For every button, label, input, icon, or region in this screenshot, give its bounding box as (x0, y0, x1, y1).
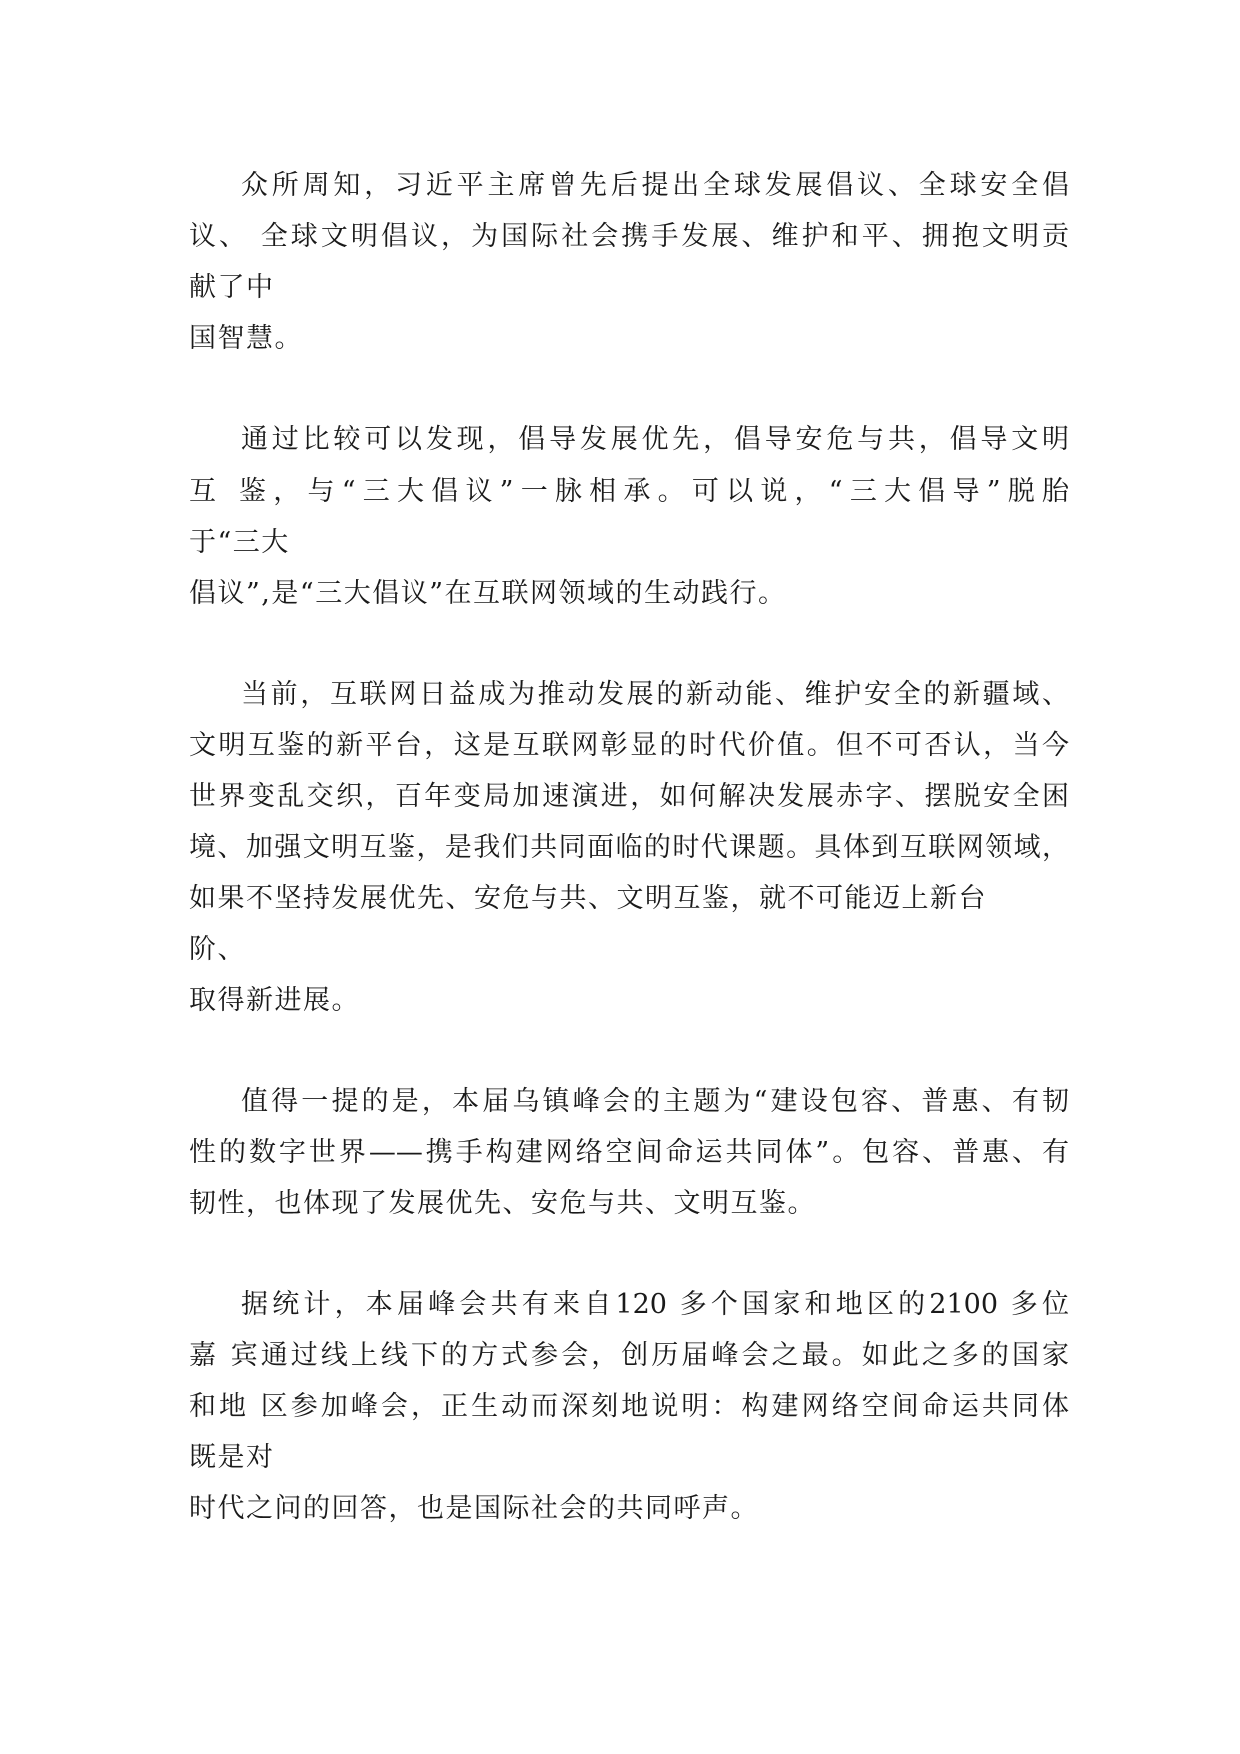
text-line: 世界变乱交织，百年变局加速演进，如何解决发展赤字、摆脱安全困 (189, 781, 1069, 812)
text-line: 通过比较可以发现，倡导发展优先，倡导安危与共，倡导文明 (241, 424, 1069, 455)
text-line: 取得新进展。 (189, 985, 360, 1016)
text-line: 值得一提的是，本届乌镇峰会的主题为“建设包容、普惠、有韧 (241, 1086, 1069, 1117)
text-line: 议、 全球文明倡议，为国际社会携手发展、维护和平、拥抱文明贡 (189, 221, 1069, 252)
text-line: 境、加强文明互鉴，是我们共同面临的时代课题。具体到互联网领域， (189, 832, 1069, 863)
text-line: 献了中 (189, 272, 275, 303)
text-line: 和地 区参加峰会，正生动而深刻地说明：构建网络空间命运共同体 (189, 1391, 1069, 1422)
text-line: 据统计，本届峰会共有来自120 多个国家和地区的2100 多位 (241, 1289, 1069, 1320)
text-line: 既是对 (189, 1442, 275, 1473)
text-line: 众所周知，习近平主席曾先后提出全球发展倡议、全球安全倡 (241, 170, 1069, 201)
text-line: 互 鉴，与“三大倡议”一脉相承。可以说，“三大倡导”脱胎 (189, 476, 1069, 507)
text-line: 如果不坚持发展优先、安危与共、文明互鉴，就不可能迈上新台 (189, 883, 987, 914)
text-line: 阶、 (189, 934, 246, 965)
text-line: 性的数字世界——携手构建网络空间命运共同体”。包容、普惠、有 (189, 1137, 1069, 1168)
text-line: 于“三大 (189, 527, 290, 558)
text-line: 倡议”,是“三大倡议”在互联网领域的生动践行。 (189, 578, 787, 609)
text-line: 文明互鉴的新平台，这是互联网彰显的时代价值。但不可否认，当今 (189, 730, 1069, 761)
text-line: 韧性，也体现了发展优先、安危与共、文明互鉴。 (189, 1188, 816, 1219)
text-line: 嘉 宾通过线上线下的方式参会，创历届峰会之最。如此之多的国家 (189, 1340, 1069, 1371)
text-line: 当前，互联网日益成为推动发展的新动能、维护安全的新疆域、 (241, 679, 1069, 710)
text-line: 国智慧。 (189, 323, 303, 354)
text-line: 时代之问的回答，也是国际社会的共同呼声。 (189, 1493, 759, 1524)
